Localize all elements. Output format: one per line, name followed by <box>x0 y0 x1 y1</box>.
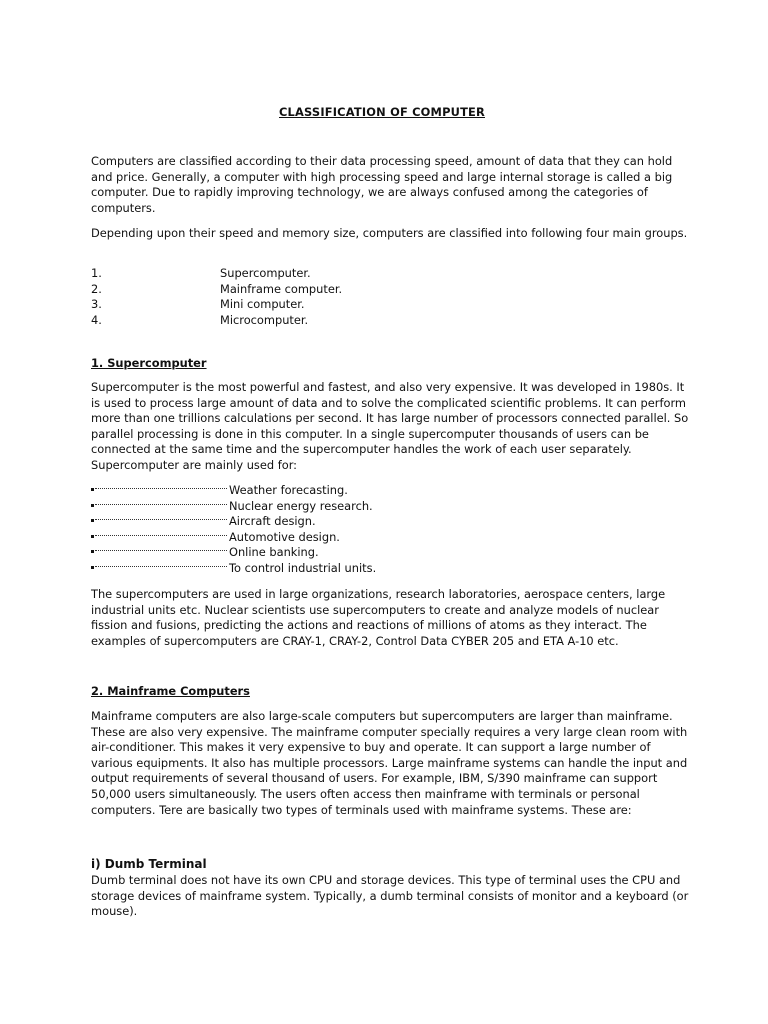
list-item <box>91 530 691 546</box>
square-bullet-icon <box>91 566 94 569</box>
dot-leader <box>95 550 227 551</box>
supercomputer-paragraph-1: Supercomputer is the most powerful and fastest, and also very expensive. It was developed in 1980s. It is used to process large amount of data and to solve the complicated scientific problems. It can perform more than one trillions calculations per second. It has large number of processors connected parallel. So parallel processing is done in this computer. In a single supercomputer thousands of users can be connected at the same time and the supercomputer handles the work of each user separately. Supercomputer are mainly used for: <box>91 380 689 472</box>
list-item <box>91 297 691 313</box>
supercomputer-uses-list <box>91 483 691 577</box>
supercomputer-paragraph-2: The supercomputers are used in large organizations, research laboratories, aerospace centers, large industrial units etc. Nuclear scientists use supercomputers to create and analyze models of nuclear fission and fusions, predicting the actions and reactions of millions of atoms as they interact. The examples of supercomputers are CRAY-1, CRAY-2, Control Data CYBER 205 and ETA A-10 etc. <box>91 587 666 648</box>
list-label: Microcomputer. <box>220 312 309 327</box>
list-number: 3. <box>91 297 102 312</box>
dot-leader <box>95 566 227 567</box>
list-item <box>91 561 691 577</box>
dot-leader <box>95 535 227 536</box>
list-label: Supercomputer. <box>220 266 311 280</box>
list-item <box>91 545 691 561</box>
list-item <box>91 499 691 515</box>
dot-leader <box>95 519 227 520</box>
square-bullet-icon <box>91 488 94 491</box>
square-bullet-icon <box>91 519 94 522</box>
page-title: CLASSIFICATION OF COMPUTER <box>279 105 485 119</box>
subsection-heading-dumb-terminal: i) Dumb Terminal <box>91 857 207 871</box>
list-number: 4. <box>91 312 102 327</box>
square-bullet-icon <box>91 535 94 538</box>
dot-leader <box>95 488 227 489</box>
list-label: Weather forecasting. <box>229 483 348 497</box>
list-item <box>91 483 691 499</box>
list-label: Aircraft design. <box>229 514 316 529</box>
list-label: Nuclear energy research. <box>229 498 373 513</box>
list-number: 1. <box>91 266 102 280</box>
square-bullet-icon <box>91 504 94 507</box>
list-label: Mainframe computer. <box>220 281 343 296</box>
list-item <box>91 514 691 530</box>
intro-paragraph-1: Computers are classified according to their data processing speed, amount of data that they can hold and price. Generally, a computer with high processing speed and large internal storage is called a big computer. Due to rapidly improving technology, we are always confused among the categories of computers. <box>91 154 673 215</box>
mainframe-paragraph-1: Mainframe computers are also large-scale computers but supercomputers are larger than mainframe. These are also very expensive. The mainframe computer specially requires a very large clean room with air-conditioner. This makes it very expensive to buy and operate. It can support a large number of various equipments. It also has multiple processors. Large mainframe systems can handle the input and output requirements of several thousand of users. For example, IBM, S/390 mainframe can support 50,000 users simultaneously. The users often access then mainframe with terminals or personal computers. Tere are basically two types of terminals used with mainframe systems. These are: <box>91 709 688 817</box>
section-heading-supercomputer: 1. Supercomputer <box>91 356 207 370</box>
intro-paragraph-2: Depending upon their speed and memory size, computers are classified into following four main groups. <box>91 226 688 240</box>
list-label: Online banking. <box>229 545 319 560</box>
list-item <box>91 313 691 329</box>
dumb-terminal-paragraph: Dumb terminal does not have its own CPU and storage devices. This type of terminal uses the CPU and storage devices of mainframe system. Typically, a dumb terminal consists of monitor and a keyboard (or mouse). <box>91 873 689 919</box>
list-label: Automotive design. <box>229 529 340 544</box>
list-label: Mini computer. <box>220 297 305 312</box>
list-number: 2. <box>91 281 102 296</box>
dot-leader <box>95 504 227 505</box>
groups-list <box>91 266 691 328</box>
list-item <box>91 282 691 298</box>
list-label: To control industrial units. <box>229 560 377 575</box>
list-item <box>91 266 691 282</box>
section-heading-mainframe: 2. Mainframe Computers <box>91 684 250 698</box>
square-bullet-icon <box>91 550 94 553</box>
